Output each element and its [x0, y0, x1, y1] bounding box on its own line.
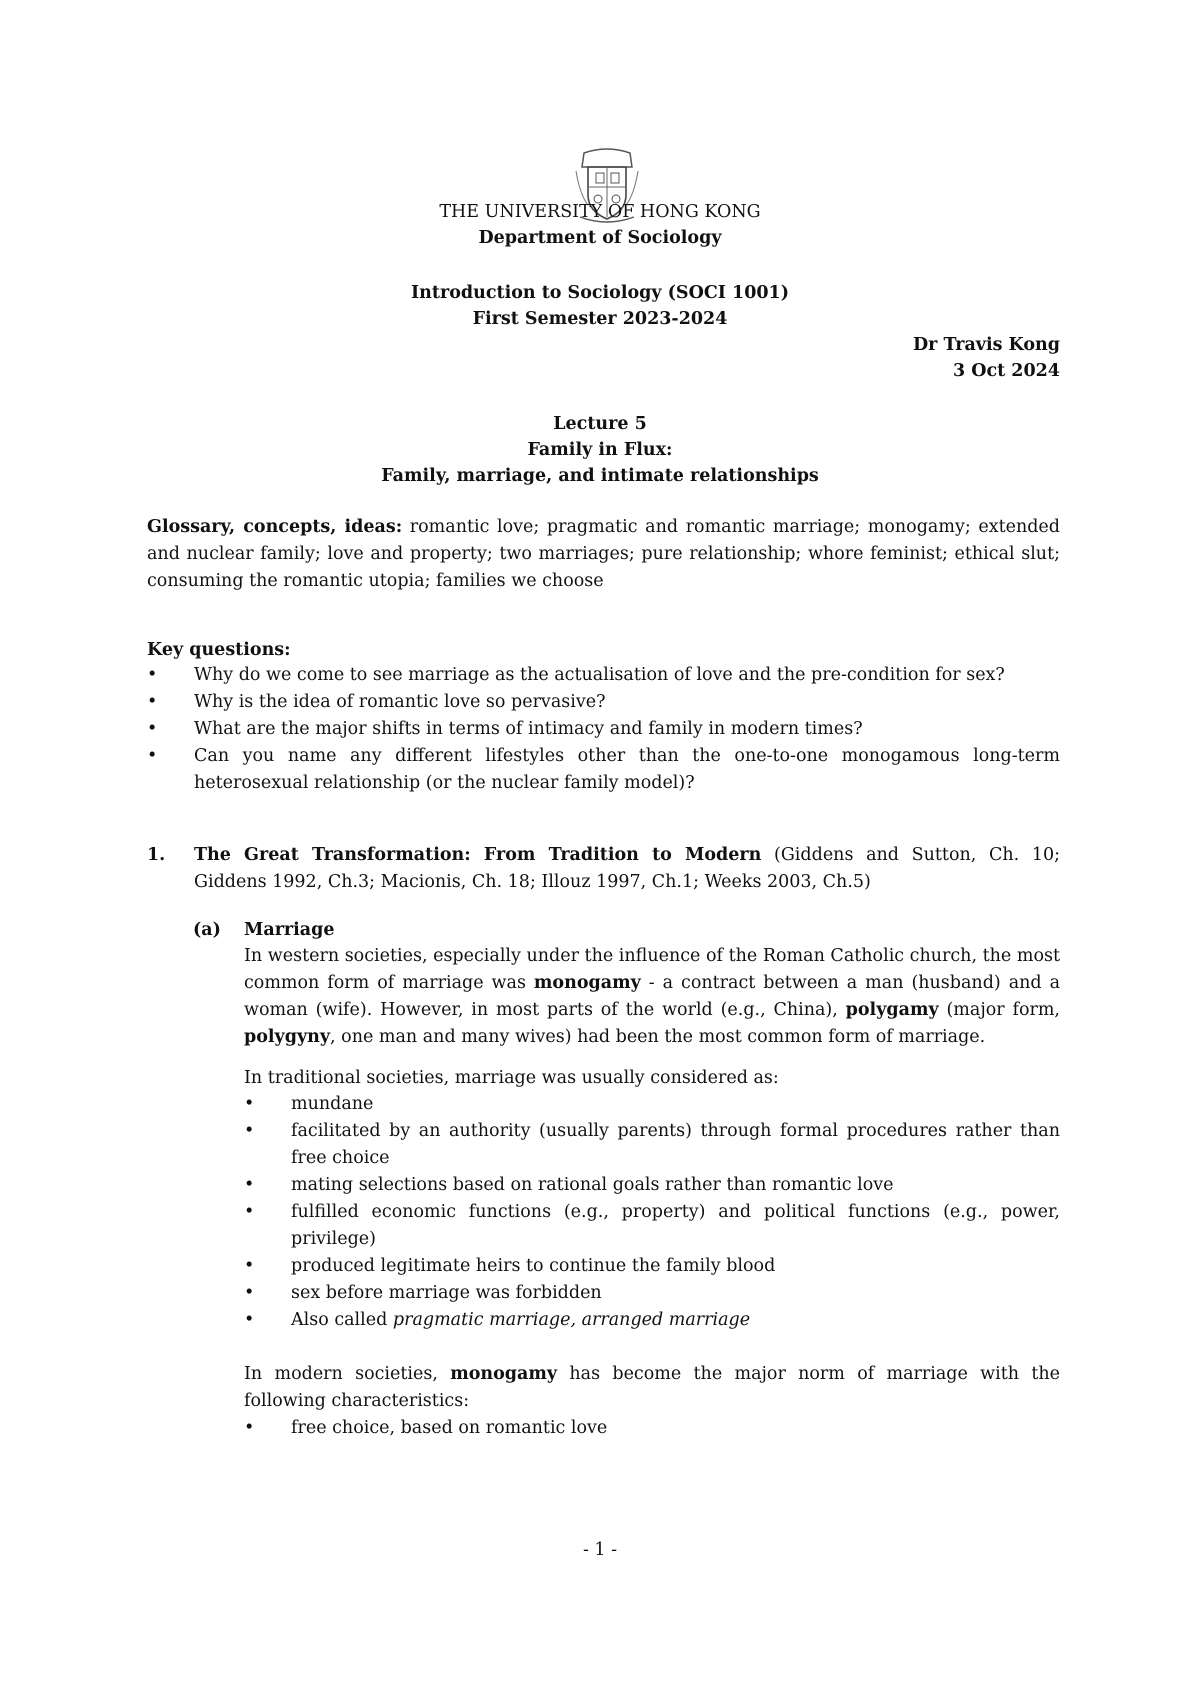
- lecturer-name: Dr Travis Kong: [912, 335, 1060, 355]
- paragraph-text: In western societies, especially under the influence of the Roman Catholic church, the most common form of marriage was: [244, 946, 1060, 993]
- page-number: - 1 -: [582, 1540, 618, 1560]
- term-monogamy: monogamy: [450, 1364, 558, 1384]
- lecture-title: Family in Flux:: [527, 440, 673, 460]
- bullet-icon: •: [147, 719, 158, 739]
- term-polygamy: polygamy: [845, 1000, 939, 1020]
- marriage-paragraph: [244, 943, 1060, 1051]
- list-item: fulfilled economic functions (e.g., property) and political functions (e.g., power, privilege): [291, 1202, 1060, 1249]
- list-item: sex before marriage was forbidden: [291, 1283, 602, 1303]
- bullet-icon: •: [244, 1256, 255, 1276]
- also-called-prefix: Also called: [291, 1310, 393, 1330]
- traditional-intro: In traditional societies, marriage was usually considered as:: [244, 1068, 779, 1088]
- list-item: Can you name any different lifestyles other than the one-to-one monogamous long-term heterosexual relationship (or the nuclear family model)?: [194, 746, 1060, 793]
- list-item: mating selections based on rational goals rather than romantic love: [291, 1175, 894, 1195]
- bullet-icon: •: [147, 746, 158, 766]
- paragraph-text: , one man and many wives) had been the most common form of marriage.: [330, 1027, 986, 1047]
- lecture-subtitle: Family, marriage, and intimate relationships: [381, 466, 819, 486]
- paragraph-text: - a contract between a man (husband) and a woman (wife). However, in most parts of the world (e.g., China),: [244, 973, 1060, 1020]
- list-item: mundane: [291, 1094, 374, 1114]
- lecture-number: Lecture 5: [553, 414, 647, 434]
- list-item: free choice, based on romantic love: [291, 1418, 608, 1438]
- list-item: facilitated by an authority (usually parents) through formal procedures rather than free choice: [291, 1121, 1060, 1168]
- bullet-icon: •: [244, 1202, 255, 1222]
- list-item: What are the major shifts in terms of intimacy and family in modern times?: [194, 719, 863, 739]
- paragraph-text: In modern societies,: [244, 1364, 451, 1384]
- bullet-icon: •: [244, 1310, 255, 1330]
- bullet-icon: •: [147, 665, 158, 685]
- bullet-icon: •: [244, 1121, 255, 1141]
- course-title: Introduction to Sociology (SOCI 1001): [410, 283, 790, 303]
- bullet-icon: •: [244, 1094, 255, 1114]
- term-polygyny: polygyny: [244, 1027, 331, 1047]
- section-references: (Giddens and Sutton, Ch. 10; Giddens 1992, Ch.3; Macionis, Ch. 18; Illouz 1997, Ch.1; Weeks 2003, Ch.5): [194, 845, 1060, 892]
- key-questions-heading: Key questions:: [147, 640, 291, 660]
- paragraph-text: has become the major norm of marriage with the following characteristics:: [244, 1364, 1060, 1411]
- lecture-date: 3 Oct 2024: [952, 361, 1060, 381]
- paragraph-text: (major form,: [938, 1000, 1060, 1020]
- list-item: [291, 1307, 1060, 1334]
- glossary-text: romantic love; pragmatic and romantic marriage; monogamy; extended and nuclear family; love and property; two marriages; pure relationship; whore feminist; ethical slut; consuming the romantic utopia; families we choose: [147, 517, 1060, 591]
- modern-paragraph: [244, 1361, 1060, 1415]
- section-heading: [194, 842, 1060, 896]
- bullet-icon: •: [244, 1418, 255, 1438]
- list-item: produced legitimate heirs to continue the family blood: [291, 1256, 776, 1276]
- also-called-terms: pragmatic marriage, arranged marriage: [392, 1310, 751, 1330]
- subsection-label: (a): [193, 920, 221, 940]
- subsection-title: Marriage: [244, 920, 335, 940]
- bullet-icon: •: [244, 1175, 255, 1195]
- glossary: [147, 514, 1060, 595]
- list-item: Why is the idea of romantic love so pervasive?: [194, 692, 606, 712]
- glossary-label: Glossary, concepts, ideas:: [147, 517, 403, 537]
- term-monogamy: monogamy: [533, 973, 641, 993]
- bullet-icon: •: [244, 1283, 255, 1303]
- department-name: Department of Sociology: [478, 228, 722, 248]
- semester: First Semester 2023-2024: [472, 309, 728, 329]
- section-number: 1.: [147, 845, 166, 865]
- university-name: THE UNIVERSITY OF HONG KONG: [439, 202, 761, 222]
- list-item: Why do we come to see marriage as the actualisation of love and the pre-condition for sex?: [194, 665, 1005, 685]
- section-title: The Great Transformation: From Tradition to Modern: [194, 845, 762, 865]
- bullet-icon: •: [147, 692, 158, 712]
